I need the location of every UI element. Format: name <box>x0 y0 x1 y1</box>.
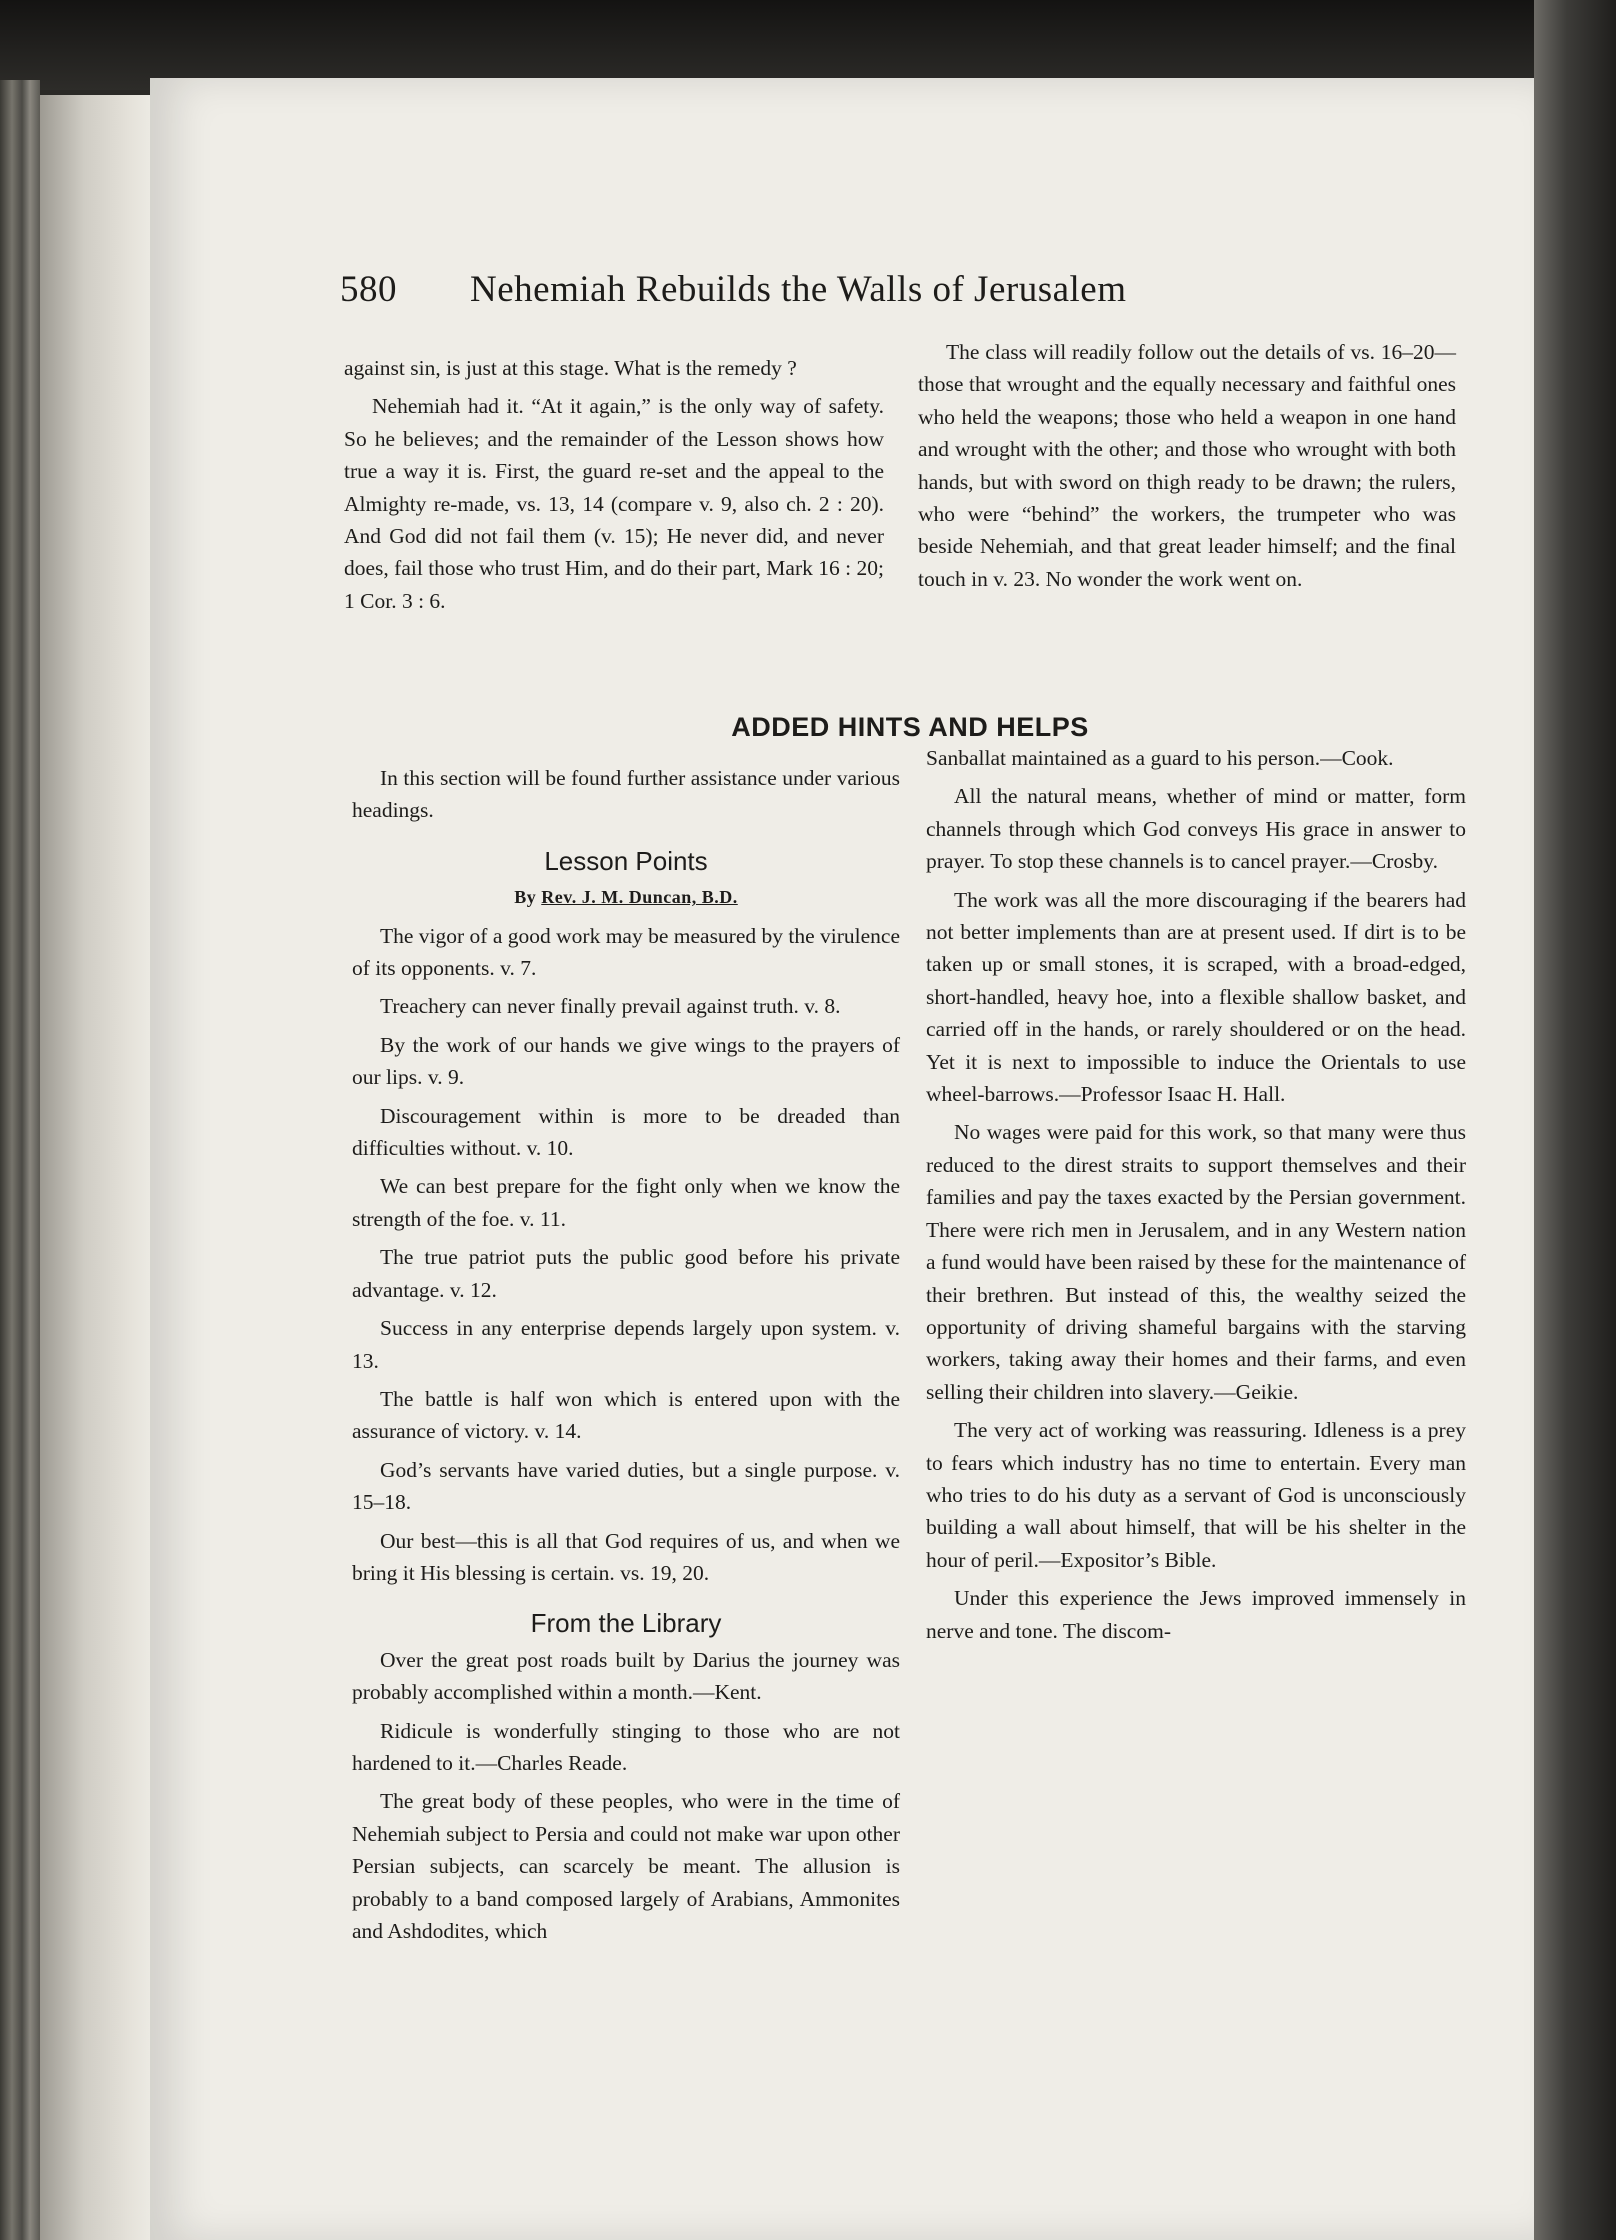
author-name: Rev. J. M. Duncan, B.D. <box>541 887 738 908</box>
lesson-point: By the work of our hands we give wings to the prayers of our lips. v. 9. <box>352 1032 900 1090</box>
lesson-point: Our best—this is all that God requires of us, and when we bring it His blessing is certain. vs. 19, 20. <box>352 1528 900 1585</box>
right-column-top <box>918 336 1456 595</box>
library-item: The work was all the more discouraging if the bearers had not better implements than are at present used. If dirt is to be taken up or small stones, it is scraped, with a broad-edged, short-handled, heavy hoe, into a flexible shallow basket, and carried off in the hands, or rarely shouldered or on the head. Yet it is next to impossible to induce the Orientals to use wheel-barrows.—Professor Isaac H. Hall. <box>926 887 1466 1107</box>
library-continuation: Sanballat maintained as a guard to his person.—Cook. <box>926 746 1394 770</box>
lesson-point: Treachery can never finally prevail against truth. v. 8. <box>380 994 841 1019</box>
section-heading: ADDED HINTS AND HELPS <box>731 712 1089 742</box>
book-page-edges-right <box>1534 0 1616 2240</box>
library-item: The great body of these peoples, who were in the time of Nehemiah subject to Persia and could not make war upon other Persian subjects, can scarcely be meant. The allusion is probably to a band composed largely of Arabians, Ammonites and Ashdodites, which <box>352 1789 900 1943</box>
lesson-point: The true patriot puts the public good before his private advantage. v. 12. <box>352 1245 900 1302</box>
left-column-bottom <box>352 762 900 1947</box>
lesson-point: Success in any enterprise depends largely upon system. v. 13. <box>352 1316 900 1373</box>
lesson-point: The battle is half won which is entered upon with the assurance of victory. v. 14. <box>352 1386 900 1444</box>
paragraph: Nehemiah had it. “At it again,” is the only way of safety. So he believes; and the remainder of the Lesson shows how true a way it is. First, the guard re-set and the appeal to the Almighty re-made, vs. 13, 14 (compare v. 9, also ch. 2 : 20). And God did not fail them (v. 15); He never did, and never does, fail those who trust Him, and do their part, Mark 16 : 20; 1 Cor. 3 : 6. <box>344 394 884 613</box>
library-item: Over the great post roads built by Darius the journey was probably accomplished within a month.—Kent. <box>352 1647 900 1705</box>
page-title: Nehemiah Rebuilds the Walls of Jerusalem <box>470 269 1127 310</box>
library-item: No wages were paid for this work, so that many were thus reduced to the direst straits to support themselves and their families and pay the taxes exacted by the Persian government. There were rich men in Jerusalem, and in any Western nation a fund would have been raised by these for the maintenance of their brethren. But instead of this, the wealthy seized the opportunity of driving shameful bargains with the starving workers, taking away their homes and their farms, and even selling their children into slavery.—Geikie. <box>926 1120 1466 1404</box>
lesson-point: God’s servants have varied duties, but a single purpose. v. 15–18. <box>352 1457 900 1515</box>
lesson-points-heading: Lesson Points <box>544 845 708 876</box>
lesson-point: We can best prepare for the fight only when we know the strength of the foe. v. 11. <box>352 1174 900 1231</box>
library-item: Ridicule is wonderfully stinging to those who are not hardened to it.—Charles Reade. <box>352 1718 900 1775</box>
book-top-shadow <box>0 0 1616 90</box>
left-column-top <box>344 352 884 617</box>
byline-prefix: By <box>514 887 537 908</box>
book-page-edges-left <box>0 80 40 2240</box>
page-number: 580 <box>340 269 397 310</box>
right-column-bottom <box>926 742 1466 1647</box>
book-gutter <box>40 95 150 2240</box>
library-item: The very act of working was reassuring. Idleness is a prey to fears which industry has no time to entertain. Every man who tries to do his duty as a servant of God is unconsciously building a wall about himself, that will be his shelter in the hour of peril.—Expositor’s Bible. <box>926 1418 1466 1572</box>
byline <box>352 881 900 913</box>
intro-paragraph: In this section will be found further assistance under various headings. <box>352 766 900 823</box>
library-heading: From the Library <box>530 1608 722 1639</box>
library-item: All the natural means, whether of mind or matter, form channels through which God conveys His grace in answer to prayer. To stop these channels is to cancel prayer.—Crosby. <box>926 784 1466 874</box>
library-item: Under this experience the Jews improved immensely in nerve and tone. The discom- <box>926 1586 1466 1643</box>
lesson-point: The vigor of a good work may be measured by the virulence of its opponents. v. 7. <box>352 923 901 981</box>
paragraph: The class will readily follow out the details of vs. 16–20—those that wrought and the equally necessary and faithful ones who held the weapons; those who held a weapon in one hand and wrought with the other; and those who wrought with both hands, but with sword on thigh ready to be drawn; the rulers, who were “behind” the workers, the trumpeter who was beside Nehemiah, and that great leader himself; and the final touch in v. 23. No wonder the work went on. <box>918 340 1456 591</box>
lesson-point: Discouragement within is more to be dreaded than difficulties without. v. 10. <box>352 1103 900 1161</box>
running-head <box>340 268 1240 311</box>
paragraph: against sin, is just at this stage. What is the remedy ? <box>344 356 797 380</box>
